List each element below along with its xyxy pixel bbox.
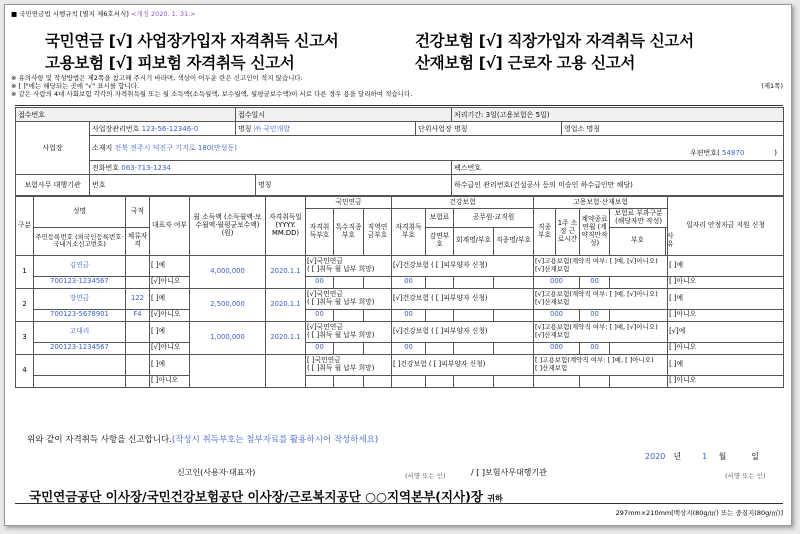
- insured-table: [15, 196, 784, 388]
- workplace-fax[interactable]: 팩스번호: [452, 161, 784, 175]
- addressee-text: 국민연금공단 이사장/국민건강보험공단 이사장/근로복지공단 ○○지역본부(지사)장: [29, 489, 483, 504]
- row-ia-opt: [√]산재보험: [535, 330, 570, 339]
- report-year[interactable]: 2020: [645, 452, 666, 461]
- row-rrn[interactable]: [34, 375, 126, 387]
- row-ia-opt: [ ]산재보험: [535, 363, 568, 372]
- hdr-hi-fee-top: 보험료: [426, 209, 454, 228]
- hdr-nationality: 국적: [126, 197, 150, 228]
- row-ei-week[interactable]: [580, 375, 610, 387]
- row-ei-opt: [ ]고용보험(계약직 여부: [ ]예, [ ]아니오): [535, 356, 654, 365]
- row-rep-yes[interactable]: [ ]예: [150, 288, 190, 309]
- row-np-opt: [√]국민연금: [307, 256, 343, 265]
- row-np-sub: ( [ ]취득 월 납부 희망): [307, 363, 375, 372]
- row-no: 4: [16, 354, 34, 387]
- row-rep-no[interactable]: [√]아니오: [150, 342, 190, 354]
- agency-name[interactable]: 명칭: [256, 175, 452, 196]
- subcontractor-no[interactable]: 하수급인 관리번호(건설공사 등의 미승인 하수급인만 해당): [452, 175, 784, 196]
- row-np-opt: [ ]국민연금: [307, 355, 341, 364]
- row-hi-fee[interactable]: [426, 375, 454, 387]
- phone-label: 전화번호: [92, 163, 120, 172]
- row-np-opt: [√]국민연금: [307, 322, 343, 331]
- processing-period: 처리기간: 3일(고용보험은 5일): [452, 108, 784, 122]
- paper-spec: 297mm×210mm[백상지(80g/㎡) 또는 중질지(80g/㎡)]: [615, 509, 783, 517]
- workplace-mgmt-no[interactable]: [90, 122, 236, 136]
- row-nation[interactable]: [126, 354, 150, 375]
- hdr-np-special: 특수직종부호: [334, 209, 364, 256]
- hdr-ei-fee: 보험료 부과구분 (해당자만 작성): [610, 209, 668, 228]
- row-hi-opt: [ ]건강보험: [393, 359, 427, 368]
- row-hi-code[interactable]: [392, 375, 426, 387]
- row-date[interactable]: 2020.1.1: [266, 321, 306, 354]
- row-ei-etc[interactable]: [610, 276, 668, 288]
- address-value: 전북 전주시 덕진구 기지로 180(만성동): [114, 144, 237, 152]
- hdr-np: 국민연금: [306, 197, 392, 209]
- hdr-rep: 대표자 여부: [150, 197, 190, 256]
- address-label: 소재지: [92, 144, 113, 152]
- workplace-phone[interactable]: [90, 161, 452, 175]
- postal-value: 54870: [722, 149, 745, 157]
- row-income[interactable]: [190, 354, 266, 387]
- hdr-np-code: 자격취득부호: [306, 209, 334, 256]
- row-ei[interactable]: [534, 288, 668, 309]
- row-hi-acct[interactable]: [454, 309, 494, 321]
- row-hi-code[interactable]: 00: [392, 276, 426, 288]
- row-rrn[interactable]: 200123-1234567: [34, 342, 126, 354]
- row-ia-opt: [√]산재보험: [535, 297, 570, 306]
- row-ei[interactable]: [534, 255, 668, 276]
- row-no: 2: [16, 288, 34, 321]
- page-number: (제1쪽): [761, 82, 783, 90]
- row-hi-job[interactable]: [494, 342, 534, 354]
- row-hi-fee[interactable]: [426, 342, 454, 354]
- row-name[interactable]: [34, 354, 126, 375]
- row-sup-yes[interactable]: [ ]예: [668, 354, 784, 375]
- hdr-support: 일자리 안정자금 지원 신청: [668, 197, 784, 256]
- row-income[interactable]: 2,500,000: [190, 288, 266, 321]
- row-np-code[interactable]: 00: [306, 276, 334, 288]
- row-ei[interactable]: [534, 354, 668, 375]
- row-ei-opt: [√]고용보험(계약직 여부: [ ]예, [√]아니오): [535, 290, 658, 299]
- row-ei-opt: [√]고용보험(계약직 여부: [ ]예, [√]아니오): [535, 323, 658, 332]
- bottom-rule: [15, 503, 783, 504]
- row-ei-week[interactable]: 00: [580, 276, 610, 288]
- receipt-no-label: 접수번호: [16, 108, 236, 122]
- row-name[interactable]: 고대리: [34, 321, 126, 342]
- row-np-special[interactable]: [334, 375, 364, 387]
- declaration-note: (작성시 취득부호는 첨부자료를 활용하시어 작성하세요): [171, 435, 379, 445]
- row-sup-no[interactable]: [ ]아니오: [668, 309, 784, 321]
- row-income[interactable]: 4,000,000: [190, 255, 266, 288]
- row-sup-no[interactable]: [ ]아니오: [668, 342, 784, 354]
- row-sup-no[interactable]: [ ]아니오: [668, 375, 784, 387]
- reporter-label: 신고인(사용자·대표자): [177, 468, 256, 477]
- declaration: [27, 433, 378, 445]
- postal-code: [690, 148, 777, 158]
- row-ei-job[interactable]: 000: [534, 276, 580, 288]
- row-no: 1: [16, 255, 34, 288]
- row-hi-acct[interactable]: [454, 375, 494, 387]
- rule-text: ■ 국민연금법 시행규칙 [별지 제6호서식]: [11, 10, 129, 18]
- hdr-hi: 건강보험: [392, 197, 534, 209]
- row-np-sub: ( [ ]취득 월 납부 희망): [307, 330, 375, 339]
- row-np-job[interactable]: [364, 309, 392, 321]
- honorific: 귀하: [487, 494, 503, 503]
- hdr-stay: 체류자격: [126, 227, 150, 255]
- row-sup-yes[interactable]: [ ]예: [668, 288, 784, 309]
- workplace-table: [15, 107, 784, 196]
- title-ia: 산재보험 [√] 근로자 고용 신고서: [415, 54, 636, 72]
- hdr-ei-reason: 사유: [666, 227, 668, 255]
- row-no: 3: [16, 321, 34, 354]
- form-rule: [11, 9, 196, 18]
- row-rep-no[interactable]: [√]아니오: [150, 276, 190, 288]
- row-np-code[interactable]: 00: [306, 342, 334, 354]
- title-np: 국민연금 [√] 사업장가입자 자격취득 신고서: [45, 32, 339, 50]
- row-hi-dep: ( [ ]피부양자 신청): [431, 293, 488, 302]
- row-rep-yes[interactable]: [ ]예: [150, 354, 190, 375]
- workplace-section-label: 사업장: [16, 122, 90, 175]
- row-np-job[interactable]: [364, 375, 392, 387]
- receipt-date-label: 접수일시: [236, 108, 452, 122]
- row-rep-yes[interactable]: [ ]예: [150, 255, 190, 276]
- row-hi-fee[interactable]: [426, 309, 454, 321]
- row-stay[interactable]: F4: [126, 309, 150, 321]
- hdr-ei-contract: 계약종료연월 (계약직만작성): [580, 209, 610, 256]
- hdr-hi-pub: 공무원·교직원: [454, 209, 534, 228]
- postal-label: 우편번호(: [690, 149, 720, 157]
- row-ei-opt: [√]고용보험(계약직 여부: [ ]예, [√]아니오): [535, 257, 658, 266]
- hdr-cls: 구분: [16, 197, 34, 256]
- row-np-code[interactable]: 00: [306, 309, 334, 321]
- row-np-sub: ( [ ]취득 월 납부 희망): [307, 264, 375, 273]
- workplace-name-label: 명칭: [238, 124, 252, 133]
- workplace-name-value: ㈜ 국민개발: [253, 124, 291, 133]
- report-date: [645, 451, 759, 462]
- row-name[interactable]: 장연금: [34, 288, 126, 309]
- day-unit: 일: [751, 452, 759, 461]
- top-rule: [15, 105, 783, 106]
- row-hi-acct[interactable]: [454, 342, 494, 354]
- row-np-job[interactable]: [364, 276, 392, 288]
- row-rrn[interactable]: 700123-1234567: [34, 276, 126, 288]
- form-page: [4, 4, 792, 526]
- row-hi-opt: [√]건강보험: [393, 326, 429, 335]
- workplace-name[interactable]: [236, 122, 416, 136]
- hdr-ei-code: 부호: [610, 227, 666, 255]
- month-unit: 월: [718, 452, 727, 461]
- row-ei-job[interactable]: 000: [534, 309, 580, 321]
- hdr-hi-acct: 회계명/부호: [454, 227, 494, 255]
- row-np-opt: [√]국민연금: [307, 289, 343, 298]
- hdr-hi-code: 자격취득부호: [392, 209, 426, 256]
- row-hi-code[interactable]: 00: [392, 309, 426, 321]
- row-ei-etc[interactable]: [610, 309, 668, 321]
- revision-text: <개정 2020. 1. 31.>: [130, 10, 196, 18]
- workplace-address[interactable]: [90, 136, 784, 161]
- row-hi-dep: ( [ ]피부양자 신청): [431, 260, 488, 269]
- row-hi-job[interactable]: [494, 375, 534, 387]
- row-sup-yes[interactable]: [√]예: [668, 321, 784, 342]
- hdr-name: 성명: [34, 197, 126, 228]
- row-np-code[interactable]: [306, 375, 334, 387]
- mgmt-no-label: 사업장관리번호: [92, 124, 140, 133]
- branch-name[interactable]: 영업소 명칭: [562, 122, 784, 136]
- hdr-ei-job: 직종부호: [534, 209, 556, 256]
- row-stay[interactable]: [126, 276, 150, 288]
- row-stay[interactable]: [126, 375, 150, 387]
- row-hi-dep: ( [ ]피부양자 신청): [428, 359, 486, 368]
- row-nation[interactable]: 122: [126, 288, 150, 309]
- row-date[interactable]: 2020.1.1: [266, 288, 306, 321]
- row-ei-week[interactable]: 00: [580, 342, 610, 354]
- row-name[interactable]: 김연금: [34, 255, 126, 276]
- mgmt-no-value: 123-56-12346-0: [141, 124, 199, 133]
- row-ei-job[interactable]: 000: [534, 342, 580, 354]
- row-date[interactable]: 2020.1.1: [266, 255, 306, 288]
- row-sup-yes[interactable]: [ ]예: [668, 255, 784, 276]
- hdr-ei: 고용보험·산재보험: [534, 197, 668, 209]
- row-np[interactable]: [306, 354, 392, 375]
- row-np-sub: ( [ ]취득 월 납부 희망): [307, 297, 375, 306]
- row-rep-no[interactable]: [ ]아니오: [150, 375, 190, 387]
- agency-no[interactable]: 번호: [90, 175, 256, 196]
- row-hi-acct[interactable]: [454, 276, 494, 288]
- agency-label: 보험사무 대행기관: [16, 175, 90, 196]
- agency-sign[interactable]: (서명 또는 인): [725, 472, 766, 480]
- row-rep-no[interactable]: [√]아니오: [150, 309, 190, 321]
- hdr-income: 월 소득액 (소득월액·보수월액·월평균보수액) (원): [190, 197, 266, 256]
- row-hi-code[interactable]: 00: [392, 342, 426, 354]
- hdr-hi-job: 직종명/부호: [494, 227, 534, 255]
- title-ei: 고용보험 [√] 피보험 자격취득 신고서: [45, 54, 295, 72]
- title-hi: 건강보험 [√] 직장가입자 자격취득 신고서: [415, 32, 694, 50]
- row-ia-opt: [√]산재보험: [535, 264, 570, 273]
- hdr-rrn: 주민등록번호 (외국인등록번호·국내거소신고번호): [34, 227, 126, 255]
- hdr-ei-week: 1주 소정 근로시간: [556, 209, 580, 256]
- row-np[interactable]: [306, 255, 392, 276]
- row-np[interactable]: [306, 288, 392, 309]
- row-ei[interactable]: [534, 321, 668, 342]
- declaration-text: 위와 같이 자격취득 사항을 신고합니다.: [27, 435, 172, 445]
- hdr-hi-fee: 감면부호: [426, 227, 454, 255]
- row-hi[interactable]: [392, 288, 534, 309]
- note-3: ※ 같은 사람의 4대 사회보험 각각의 자격취득월 또는 월 소득액(소득월액, 보수월액, 월평균보수액)이 서로 다른 경우 용을 달리하여 적습니다.: [11, 90, 413, 98]
- postal-close: ): [774, 149, 777, 157]
- row-np[interactable]: [306, 321, 392, 342]
- row-np-special[interactable]: [334, 276, 364, 288]
- row-np-special[interactable]: [334, 342, 364, 354]
- row-hi[interactable]: [392, 321, 534, 342]
- row-np-special[interactable]: [334, 309, 364, 321]
- row-ei-job[interactable]: [534, 375, 580, 387]
- row-hi-opt: [√]건강보험: [393, 293, 429, 302]
- row-rep-yes[interactable]: [ ]예: [150, 321, 190, 342]
- row-np-job[interactable]: [364, 342, 392, 354]
- row-ei-etc[interactable]: [610, 342, 668, 354]
- row-rrn[interactable]: 700123-5678901: [34, 309, 126, 321]
- row-hi-opt: [√]건강보험: [393, 260, 429, 269]
- agency-checkbox[interactable]: / [ ]보험사무대행기관: [471, 468, 547, 477]
- row-hi[interactable]: [392, 354, 534, 375]
- row-ei-etc[interactable]: [610, 375, 668, 387]
- row-ei-week[interactable]: 00: [580, 309, 610, 321]
- hdr-np-job: 직역연금부호: [364, 209, 392, 256]
- year-unit: 년: [673, 452, 682, 461]
- hdr-acq-date: 자격취득일 (YYYY. MM.DD): [266, 197, 306, 256]
- row-nation[interactable]: [126, 255, 150, 276]
- row-hi-dep: ( [ ]피부양자 신청): [431, 326, 488, 335]
- report-month[interactable]: 1: [702, 452, 708, 461]
- row-hi-job[interactable]: [494, 276, 534, 288]
- row-sup-no[interactable]: [ ]아니오: [668, 276, 784, 288]
- row-nation[interactable]: [126, 321, 150, 342]
- row-hi[interactable]: [392, 255, 534, 276]
- row-hi-fee[interactable]: [426, 276, 454, 288]
- row-hi-job[interactable]: [494, 309, 534, 321]
- note-2: ※ [ ]"에는 해당되는 곳에 "√" 표시를 합니다.: [11, 82, 140, 90]
- row-date[interactable]: [266, 354, 306, 387]
- unit-workplace-name[interactable]: 단위사업장 명칭: [416, 122, 562, 136]
- phone-value: 063-713-1234: [121, 163, 171, 172]
- reporter-sign[interactable]: (서명 또는 인): [405, 472, 446, 480]
- row-stay[interactable]: [126, 342, 150, 354]
- row-income[interactable]: 1,000,000: [190, 321, 266, 354]
- note-1: ※ 유의사항 및 작성방법은 제2쪽을 참고해 주시기 바라며, 색상이 어두운 란은 신고인이 적지 않습니다.: [11, 74, 303, 82]
